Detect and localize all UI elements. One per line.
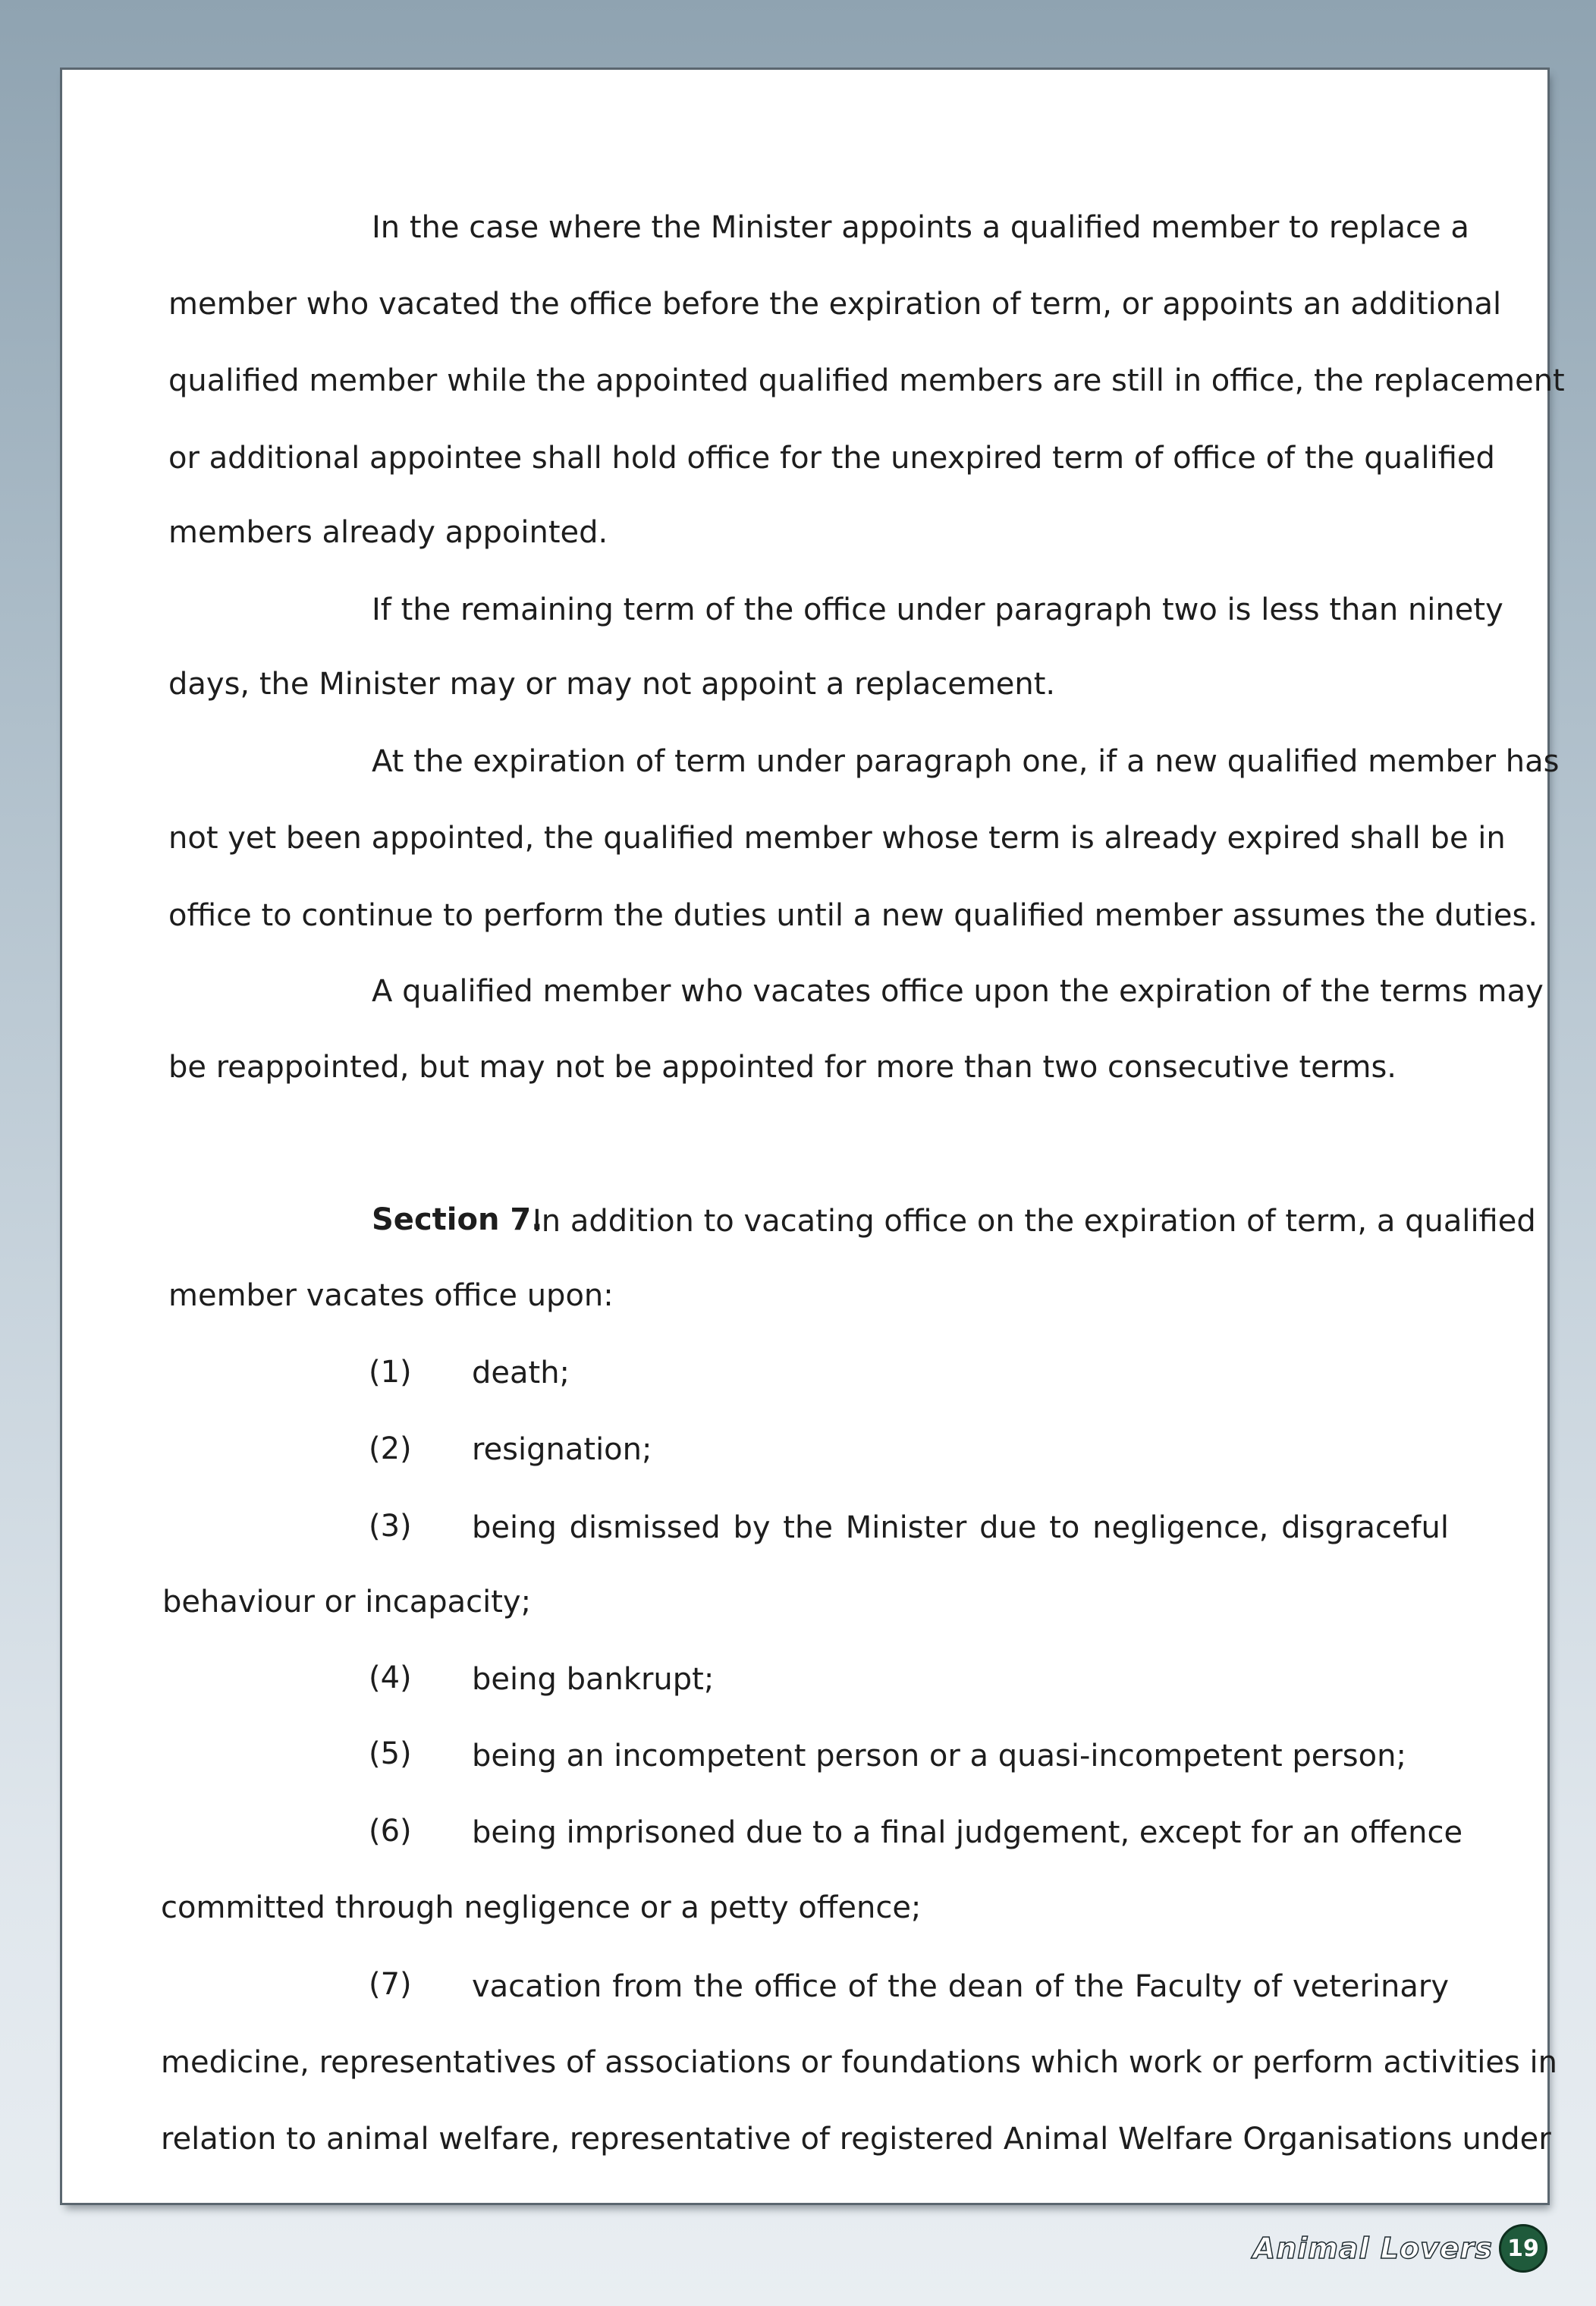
list-item-number: (5) [369, 1736, 412, 1771]
section-heading: Section 7. [372, 1202, 543, 1237]
text-line: office to continue to perform the duties until a new qualified member assumes the duties. [168, 898, 1538, 933]
list-item-continuation: behaviour or incapacity; [162, 1585, 532, 1620]
text-line: A qualified member who vacates office upon the expiration of the terms may [372, 974, 1544, 1009]
list-item-number: (1) [369, 1355, 412, 1390]
text-line: be reappointed, but may not be appointed for more than two consecutive terms. [168, 1050, 1397, 1085]
list-item-continuation: committed through negligence or a petty offence; [161, 1890, 922, 1925]
text-line: If the remaining term of the office under paragraph two is less than ninety [372, 592, 1503, 627]
list-item-number: (3) [369, 1509, 412, 1544]
text-line: days, the Minister may or may not appoint a replacement. [168, 667, 1056, 702]
list-item-text: being an incompetent person or a quasi-incompetent person; [472, 1739, 1406, 1773]
text-line: In the case where the Minister appoints a qualified member to replace a [372, 210, 1469, 245]
document-page [62, 70, 1565, 2203]
text-line: In addition to vacating office on the expiration of term, a qualified [533, 1204, 1536, 1239]
text-line: members already appointed. [168, 515, 608, 550]
list-item-text: vacation from the office of the dean of the Faculty of veterinary [472, 1969, 1449, 2004]
list-item-text: being dismissed by the Minister due to negligence, disgraceful [472, 1510, 1449, 1545]
text-line: not yet been appointed, the qualified member whose term is already expired shall be in [168, 821, 1506, 856]
text-line: or additional appointee shall hold office for the unexpired term of office of the qualified [168, 441, 1495, 476]
list-item-text: resignation; [472, 1432, 652, 1467]
list-item-number: (2) [369, 1431, 412, 1466]
text-line: medicine, representatives of associations or foundations which work or perform activities in [161, 2045, 1557, 2080]
text-line: member vacates office upon: [168, 1278, 614, 1313]
text-line: relation to animal welfare, representative of registered Animal Welfare Organisations under [161, 2122, 1551, 2157]
text-line: qualified member while the appointed qualified members are still in office, the replacement [168, 363, 1565, 398]
text-line: member who vacated the office before the expiration of term, or appoints an additional [168, 287, 1502, 322]
list-item-number: (7) [369, 1967, 412, 2002]
list-item-text: death; [472, 1356, 570, 1390]
page-number-badge: 19 [1499, 2224, 1547, 2273]
page-footer [1253, 2224, 1547, 2273]
list-item-text: being bankrupt; [472, 1662, 715, 1697]
list-item-number: (6) [369, 1814, 412, 1849]
brand-logo: Animal Lovers [1252, 2232, 1493, 2265]
list-item-number: (4) [369, 1660, 412, 1695]
text-line: At the expiration of term under paragraph one, if a new qualified member has [372, 744, 1560, 779]
list-item-text: being imprisoned due to a final judgement, except for an offence [472, 1815, 1463, 1850]
